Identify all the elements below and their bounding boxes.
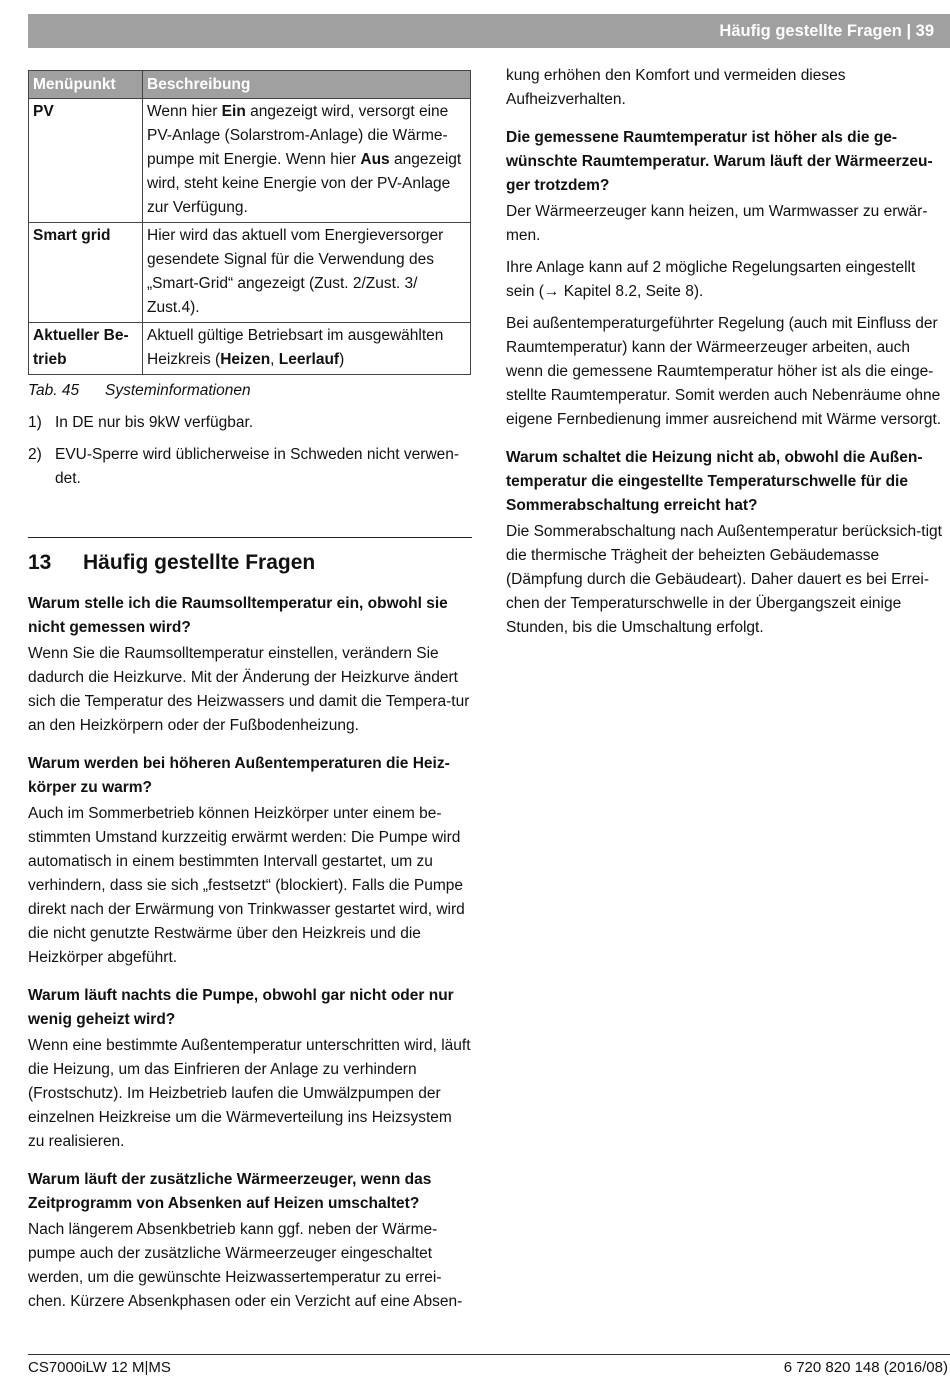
caption-number: Tab. 45	[28, 382, 80, 399]
footer-model: CS7000iLW 12 M|MS	[28, 1359, 171, 1376]
table-header-cell: Menüpunkt	[29, 71, 143, 99]
left-column	[28, 70, 472, 1314]
faq-answer: Ihre Anlage kann auf 2 mögliche Regelungsarten eingestellt sein (→ Kapitel 8.2, Seite 8).	[506, 259, 916, 300]
faq-answer: Wenn Sie die Raumsolltemperatur einstellen, verändern Sie dadurch die Heizkurve. Mit der Änderung der Heizkurve ändert sich die Temperatur des Heizwassers und damit die Tempera-tur an den Heizkörpern oder der Fußbodenheizung.	[28, 645, 470, 734]
chapter-divider	[28, 537, 472, 538]
faq-answer: Wenn eine bestimmte Außentemperatur unterschritten wird, läuft die Heizung, um das Einfrieren der Anlage zu verhindern (Frostschutz). Im Heizbetrieb laufen die Umwälzpumpen der einzelnen Heizkreise um die Wärmeverteilung ins Heizsystem zu realisieren.	[28, 1037, 471, 1150]
table-cell-description: Aktuell gültige Betriebsart im ausgewählten Heizkreis (Heizen, Leerlauf)	[143, 323, 471, 375]
table-cell-description: Hier wird das aktuell vom Energieversorger gesendete Signal für die Verwendung des „Smart-Grid“ angezeigt (Zust. 2/Zust. 3/ Zust.4).	[143, 223, 471, 323]
faq-answer-continued: kung erhöhen den Komfort und vermeiden dieses Aufheizverhalten.	[506, 67, 846, 108]
right-column	[506, 64, 948, 640]
table-cell-description: Wenn hier Ein angezeigt wird, versorgt eine PV-Anlage (Solarstrom-Anlage) die Wärme-pumpe mit Energie. Wenn hier Aus angezeigt wird, steht keine Energie von der PV-Anlage zur Verfügung.	[143, 99, 471, 223]
table-row	[29, 323, 471, 375]
faq-question: Warum schaltet die Heizung nicht ab, obwohl die Außen-temperatur die eingestellte Temperaturschwelle für die Sommerabschaltung erreicht hat?	[506, 449, 923, 514]
chapter-heading: 13 Häufig gestellte Fragen	[28, 551, 316, 574]
faq-answer: Auch im Sommerbetrieb können Heizkörper unter einem be-stimmten Umstand kurzzeitig erwärmt werden: Die Pumpe wird automatisch in einem bestimmten Intervall gestartet, um zu verhindern, dass sie sich „festsetzt“ (blockiert). Falls die Pumpe direkt nach der Erwärmung von Trinkwasser gestartet wird, wird die nicht genutzte Restwärme über den Heizkreis und die Heizkörper abgeführt.	[28, 805, 465, 966]
table-cell-name: Smart grid	[29, 223, 143, 323]
faq-answer: Nach längerem Absenkbetrieb kann ggf. neben der Wärme-pumpe auch der zusätzliche Wärmeerzeuger eingeschaltet werden, um die gewünschte Heizwassertemperatur zu errei-chen. Kürzere Absenkphasen oder ein Verzicht auf eine Absen-	[28, 1221, 463, 1310]
footnote: 1) In DE nur bis 9kW verfügbar.	[28, 414, 254, 431]
faq-question: Warum werden bei höheren Außentemperaturen die Heiz-körper zu warm?	[28, 755, 450, 796]
faq-question: Warum läuft der zusätzliche Wärmeerzeuger, wenn das Zeitprogramm von Absenken auf Heizen umschaltet?	[28, 1171, 432, 1212]
table-cell-name: Aktueller Be-trieb	[29, 323, 143, 375]
footnote: 2) EVU-Sperre wird üblicherweise in Schweden nicht verwen-det.	[28, 446, 460, 487]
footer-divider	[28, 1354, 950, 1355]
header-title: Häufig gestellte Fragen | 39	[719, 22, 934, 40]
system-info-table	[28, 70, 471, 375]
faq-answer: Bei außentemperaturgeführter Regelung (auch mit Einfluss der Raumtemperatur) kann der Wärmeerzeuger arbeiten, auch wenn die gemessene Raumtemperatur höher ist als die einge-stellte Raumtemperatur. Somit werden auch Nebenräume ohne eigene Fernbedienung immer ausreichend mit Wärme versorgt.	[506, 315, 942, 428]
table-row	[29, 223, 471, 323]
faq-answer: Der Wärmeerzeuger kann heizen, um Warmwasser zu erwär-men.	[506, 203, 928, 244]
footer-doc-number: 6 720 820 148 (2016/08)	[783, 1359, 948, 1376]
page-header	[28, 14, 950, 48]
caption-text: Systeminformationen	[105, 382, 251, 399]
table-row	[29, 99, 471, 223]
table-header-row	[29, 71, 471, 99]
faq-question: Warum läuft nachts die Pumpe, obwohl gar nicht oder nur wenig geheizt wird?	[28, 987, 454, 1028]
faq-answer: Die Sommerabschaltung nach Außentemperatur berücksich-tigt die thermische Trägheit der beheizten Gebäudemasse (Dämpfung durch die Gebäudeart). Daher dauert es bei Errei-chen der Temperaturschwelle in der Übergangszeit einige Stunden, bis die Umschaltung erfolgt.	[506, 523, 942, 636]
table-header-cell: Beschreibung	[143, 71, 471, 99]
faq-question: Die gemessene Raumtemperatur ist höher als die ge-wünschte Raumtemperatur. Warum läuft der Wärmeerzeu-ger trotzdem?	[506, 129, 933, 194]
table-cell-name: PV	[29, 99, 143, 223]
faq-question: Warum stelle ich die Raumsolltemperatur ein, obwohl sie nicht gemessen wird?	[28, 595, 448, 636]
table-caption	[28, 379, 472, 403]
